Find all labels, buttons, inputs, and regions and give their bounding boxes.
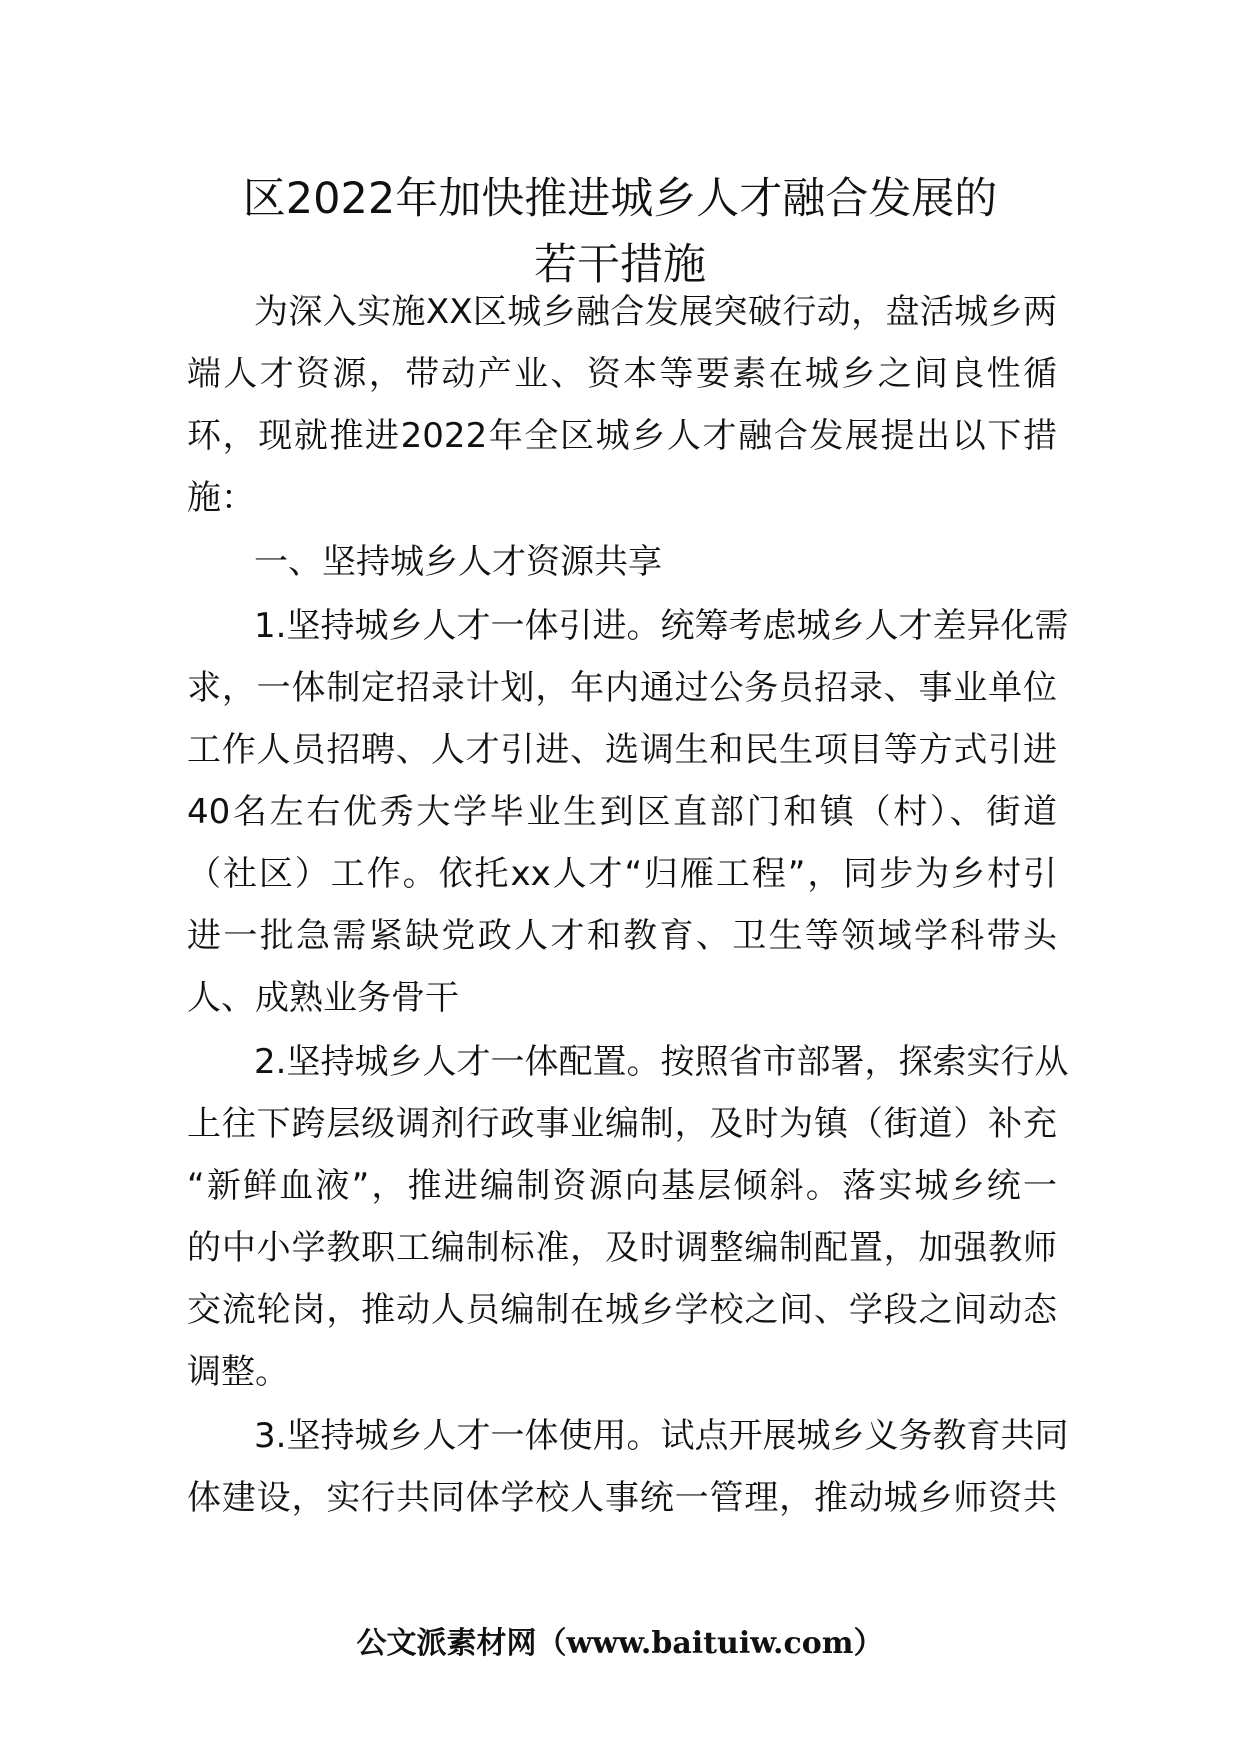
document-title-line-1: 区2022年加快推进城乡人才融合发展的 [242,174,998,224]
body-line: 3.坚持城乡人才一体使用。试点开展城乡义务教育共同 [254,1416,1069,1456]
body-line: 上往下跨层级调剂行政事业编制，及时为镇（街道）补充 [187,1104,1057,1144]
body-line: 为深入实施XX区城乡融合发展突破行动，盘活城乡两 [254,292,1057,332]
body-line: 2.坚持城乡人才一体配置。按照省市部署，探索实行从 [254,1042,1069,1082]
footer-watermark: 公文派素材网（www.baituiw.com） [356,1626,884,1661]
body-line: 进一批急需紧缺党政人才和教育、卫生等领域学科带头 [187,916,1057,956]
body-line: （社区）工作。依托xx人才“归雁工程”，同步为乡村引 [187,854,1057,894]
body-line: “新鲜血液”，推进编制资源向基层倾斜。落实城乡统一 [187,1166,1057,1206]
body-line: 环，现就推进2022年全区城乡人才融合发展提出以下措 [187,416,1057,456]
body-line: 体建设，实行共同体学校人事统一管理，推动城乡师资共 [187,1478,1057,1518]
body-line: 工作人员招聘、人才引进、选调生和民生项目等方式引进 [187,730,1057,770]
document-title-line-2: 若干措施 [534,240,706,290]
body-line: 端人才资源，带动产业、资本等要素在城乡之间良性循 [187,354,1057,394]
body-line: 施： [187,478,255,518]
body-line: 的中小学教职工编制标准，及时调整编制配置，加强教师 [187,1228,1057,1268]
body-line: 求，一体制定招录计划，年内通过公务员招录、事业单位 [187,668,1057,708]
body-line: 40名左右优秀大学毕业生到区直部门和镇（村）、街道 [187,792,1057,832]
body-line: 调整。 [187,1352,289,1392]
body-line: 人、成熟业务骨干 [187,978,459,1018]
body-line: 1.坚持城乡人才一体引进。统筹考虑城乡人才差异化需 [254,606,1069,646]
body-line: 交流轮岗，推动人员编制在城乡学校之间、学段之间动态 [187,1290,1057,1330]
section-heading: 一、坚持城乡人才资源共享 [254,542,662,582]
